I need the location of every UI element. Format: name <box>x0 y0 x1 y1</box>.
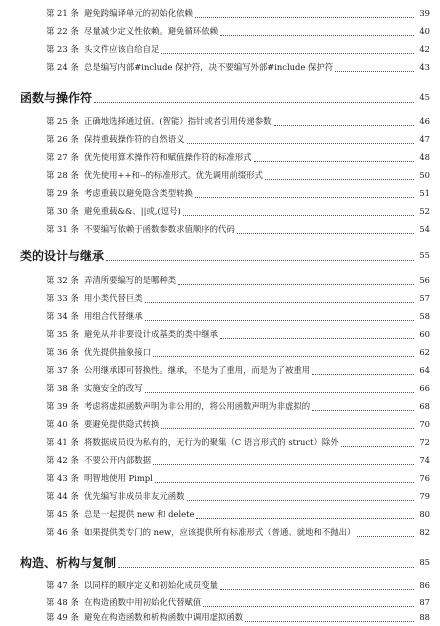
dot-leader <box>118 566 414 568</box>
dot-leader <box>335 70 414 72</box>
entry-title: 以同样的顺序定义和初始化成员变量 <box>84 580 218 590</box>
entry-page: 70 <box>419 419 430 429</box>
toc-entry <box>46 6 430 21</box>
entry-number: 第 49 条 <box>46 612 79 622</box>
dot-leader <box>161 427 414 429</box>
dot-leader <box>153 355 414 357</box>
entry-number: 第 39 条 <box>46 401 79 411</box>
dot-leader <box>153 463 414 465</box>
toc-entry <box>46 507 430 522</box>
section-page: 45 <box>419 92 430 102</box>
entry-title: 将数据成员设为私有的，无行为的聚集（C 语言形式的 struct）除外 <box>84 437 339 447</box>
toc-entry <box>46 222 430 237</box>
dot-leader <box>155 481 414 483</box>
entry-number: 第 24 条 <box>46 62 79 72</box>
toc-entry <box>46 435 430 450</box>
entry-title: 头文件应该自给自足 <box>84 44 160 54</box>
entry-number: 第 37 条 <box>46 365 79 375</box>
entry-page: 42 <box>419 44 430 54</box>
entry-page: 58 <box>419 311 430 321</box>
entry-number: 第 25 条 <box>46 116 79 126</box>
entry-number: 第 44 条 <box>46 491 79 501</box>
dot-leader <box>161 52 414 54</box>
toc-entry <box>46 150 430 165</box>
entry-title: 明智地使用 Pimpl <box>84 473 153 483</box>
entry-number: 第 23 条 <box>46 44 79 54</box>
entry-page: 68 <box>419 401 430 411</box>
dot-leader <box>145 391 414 393</box>
toc-entry <box>46 525 430 540</box>
entry-title: 在构造函数中用初始化代替赋值 <box>84 597 202 607</box>
dot-leader <box>237 232 414 234</box>
toc-entry <box>46 595 430 610</box>
entry-title: 避免重载&&、||或,(逗号) <box>84 206 181 216</box>
entry-title: 公用继承即可替换性。继承，不是为了重用，而是为了被重用 <box>84 365 311 375</box>
toc-entry <box>46 578 430 593</box>
entry-number: 第 36 条 <box>46 347 79 357</box>
toc-entry <box>46 381 430 396</box>
section-heading <box>20 245 430 265</box>
entry-title: 用组合代替继承 <box>84 311 143 321</box>
dot-leader <box>357 535 414 537</box>
toc-entry <box>46 273 430 288</box>
dot-leader <box>196 517 414 519</box>
dot-leader <box>145 319 414 321</box>
entry-title: 弄清所要编写的是哪种类 <box>84 275 177 285</box>
entry-page: 57 <box>419 293 430 303</box>
toc-entry <box>46 327 430 342</box>
entry-title: 优先使用++和--的标准形式。优先调用前缀形式 <box>84 170 263 180</box>
toc-entry <box>46 610 430 625</box>
entry-title: 避免在构造函数和析构函数中调用虚拟函数 <box>84 612 244 622</box>
dot-leader <box>195 16 414 18</box>
entry-number: 第 28 条 <box>46 170 79 180</box>
entry-number: 第 27 条 <box>46 152 79 162</box>
section-heading <box>20 552 430 572</box>
dot-leader <box>178 283 414 285</box>
entry-title: 避免跨编译单元的初始化依赖 <box>84 8 193 18</box>
entry-number: 第 40 条 <box>46 419 79 429</box>
section-page: 55 <box>419 250 430 260</box>
entry-page: 86 <box>419 580 430 590</box>
entry-page: 43 <box>419 62 430 72</box>
entry-number: 第 42 条 <box>46 455 79 465</box>
dot-leader <box>195 196 414 198</box>
entry-title: 不要编写依赖于函数参数求值顺序的代码 <box>84 224 235 234</box>
toc-entry <box>46 42 430 57</box>
entry-title: 总是编写内部#include 保护符，决不要编写外部#include 保护符 <box>84 62 334 72</box>
toc-entry <box>46 309 430 324</box>
entry-number: 第 47 条 <box>46 580 79 590</box>
entry-page: 60 <box>419 329 430 339</box>
entry-page: 88 <box>419 612 430 622</box>
entry-number: 第 22 条 <box>46 26 79 36</box>
entry-title: 优先使用算术操作符和赋值操作符的标准形式 <box>84 152 252 162</box>
section-title: 类的设计与继承 <box>20 248 105 263</box>
toc-entry <box>46 399 430 414</box>
dot-leader <box>220 337 414 339</box>
entry-page: 47 <box>419 134 430 144</box>
entry-page: 40 <box>419 26 430 36</box>
entry-page: 46 <box>419 116 430 126</box>
toc-entry <box>46 168 430 183</box>
dot-leader <box>220 34 414 36</box>
dot-leader <box>220 588 414 590</box>
section-page: 85 <box>419 557 430 567</box>
toc-entry <box>46 471 430 486</box>
entry-page: 48 <box>419 152 430 162</box>
dot-leader <box>187 142 415 144</box>
dot-leader <box>203 605 414 607</box>
entry-number: 第 34 条 <box>46 311 79 321</box>
toc-entry <box>46 417 430 432</box>
dot-leader <box>145 301 414 303</box>
entry-page: 80 <box>419 509 430 519</box>
entry-title: 不要公开内部数据 <box>84 455 151 465</box>
entry-title: 尽量减少定义性依赖。避免循环依赖 <box>84 26 218 36</box>
entry-page: 52 <box>419 206 430 216</box>
dot-leader <box>312 373 414 375</box>
dot-leader <box>254 160 415 162</box>
dot-leader <box>183 214 414 216</box>
entry-title: 如果提供类专门的 new，应该提供所有标准形式（普通、就地和不抛出） <box>84 527 356 537</box>
entry-page: 76 <box>419 473 430 483</box>
entry-title: 实施安全的改写 <box>84 383 143 393</box>
toc-entry <box>46 114 430 129</box>
section-heading <box>20 87 430 107</box>
toc-entry <box>46 489 430 504</box>
entry-number: 第 46 条 <box>46 527 79 537</box>
entry-page: 82 <box>419 527 430 537</box>
dot-leader <box>265 178 414 180</box>
entry-page: 79 <box>419 491 430 501</box>
toc-entry <box>46 291 430 306</box>
dot-leader <box>274 124 414 126</box>
entry-number: 第 48 条 <box>46 597 79 607</box>
entry-title: 正确地选择通过值、(智能）指针或者引用传递参数 <box>84 116 272 126</box>
entry-title: 用小类代替巨类 <box>84 293 143 303</box>
toc-entry <box>46 453 430 468</box>
entry-page: 87 <box>419 597 430 607</box>
entry-number: 第 29 条 <box>46 188 79 198</box>
entry-page: 62 <box>419 347 430 357</box>
entry-title: 总是一起提供 new 和 delete <box>84 509 195 519</box>
entry-page: 50 <box>419 170 430 180</box>
dot-leader <box>312 409 414 411</box>
entry-number: 第 31 条 <box>46 224 79 234</box>
toc-entry <box>46 60 430 75</box>
entry-number: 第 26 条 <box>46 134 79 144</box>
entry-number: 第 38 条 <box>46 383 79 393</box>
entry-title: 优先提供抽象接口 <box>84 347 151 357</box>
toc-entry <box>46 132 430 147</box>
entry-number: 第 43 条 <box>46 473 79 483</box>
toc-entry <box>46 345 430 360</box>
entry-number: 第 33 条 <box>46 293 79 303</box>
entry-title: 考虑重载以避免隐含类型转换 <box>84 188 193 198</box>
entry-number: 第 21 条 <box>46 8 79 18</box>
entry-title: 避免从并非要设计成基类的类中继承 <box>84 329 218 339</box>
entry-page: 39 <box>419 8 430 18</box>
entry-number: 第 35 条 <box>46 329 79 339</box>
dot-leader <box>341 445 414 447</box>
dot-leader <box>245 620 414 622</box>
entry-title: 要避免提供隐式转换 <box>84 419 160 429</box>
dot-leader <box>94 101 414 103</box>
entry-page: 51 <box>419 188 430 198</box>
entry-page: 56 <box>419 275 430 285</box>
entry-page: 64 <box>419 365 430 375</box>
toc-entry <box>46 363 430 378</box>
toc-entry <box>46 204 430 219</box>
entry-number: 第 41 条 <box>46 437 79 447</box>
toc-entry <box>46 186 430 201</box>
entry-page: 74 <box>419 455 430 465</box>
entry-page: 54 <box>419 224 430 234</box>
dot-leader <box>106 259 414 261</box>
entry-number: 第 30 条 <box>46 206 79 216</box>
entry-page: 72 <box>419 437 430 447</box>
entry-number: 第 45 条 <box>46 509 79 519</box>
entry-title: 优先编写非成员非友元函数 <box>84 491 185 501</box>
entry-number: 第 32 条 <box>46 275 79 285</box>
entry-page: 66 <box>419 383 430 393</box>
dot-leader <box>187 499 415 501</box>
entry-title: 考虑将虚拟函数声明为非公用的，将公用函数声明为非虚拟的 <box>84 401 311 411</box>
toc-entry <box>46 24 430 39</box>
section-title: 函数与操作符 <box>20 90 93 105</box>
section-title: 构造、析构与复制 <box>20 555 117 570</box>
entry-title: 保持重载操作符的自然语义 <box>84 134 185 144</box>
